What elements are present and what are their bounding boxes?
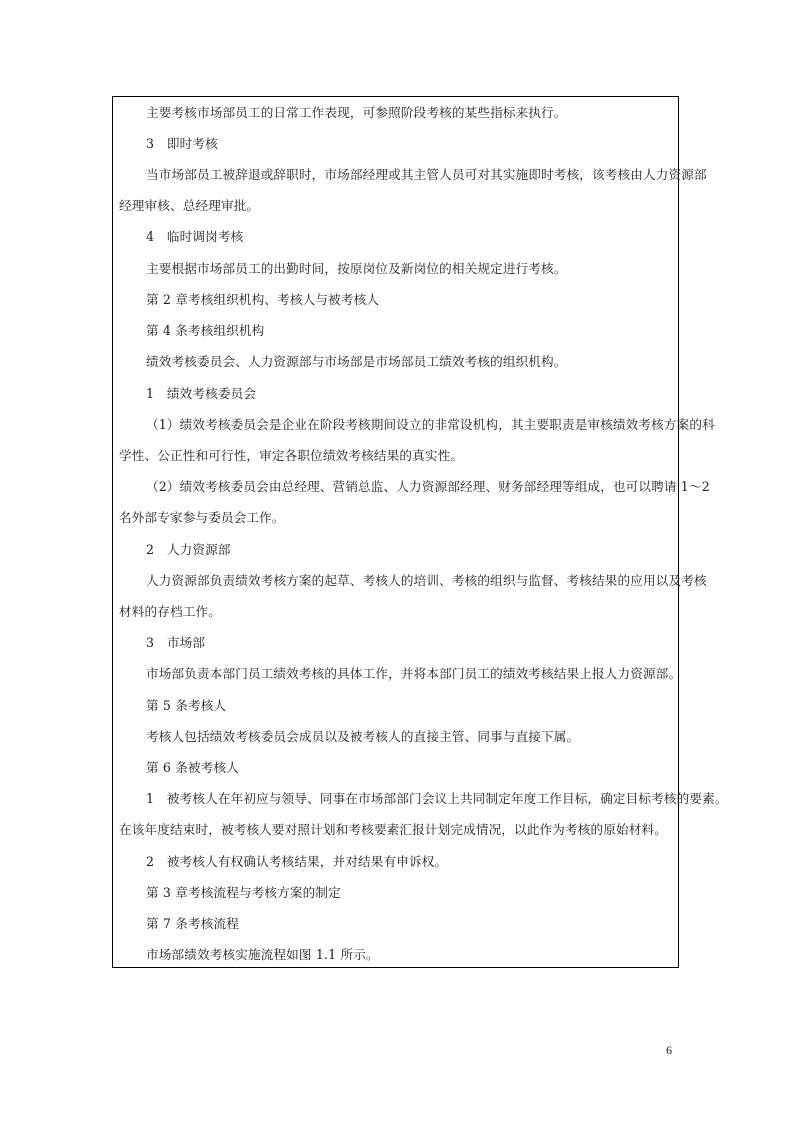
paragraph-line: 材料的存档工作。 [119,604,221,619]
paragraph-line: 考核人包括绩效考核委员会成员以及被考核人的直接主管、同事与直接下属。 [146,729,580,744]
article-heading: 第 7 条考核流程 [146,916,239,931]
paragraph-line: 1 被考核人在年初应与领导、同事在市场部部门会议上共同制定年度工作目标，确定目标考核的要素。 [146,791,728,806]
paragraph-line: 主要考核市场部员工的日常工作表现，可参照阶段考核的某些指标来执行。 [146,105,567,120]
paragraph-line: 经理审核、总经理审批。 [119,198,260,213]
chapter-heading: 第 2 章考核组织机构、考核人与被考核人 [146,292,380,307]
page-number: 6 [666,1043,672,1057]
paragraph-line: （2）绩效考核委员会由总经理、营销总监、人力资源部经理、财务部经理等组成，也可以聘请 1～2 [146,479,710,494]
section-heading: 3 市场部 [146,635,206,650]
paragraph-line: 学性、公正性和可行性，审定各职位绩效考核结果的真实性。 [119,448,464,463]
article-heading: 第 6 条被考核人 [146,760,239,775]
chapter-heading: 第 3 章考核流程与考核方案的制定 [146,885,341,900]
article-heading: 第 5 条考核人 [146,698,227,713]
paragraph-line: 市场部绩效考核实施流程如图 1.1 所示。 [146,947,379,962]
paragraph-line: 人力资源部负责绩效考核方案的起草、考核人的培训、考核的组织与监督、考核结果的应用以及考核 [146,573,707,588]
content-box [112,96,728,968]
section-heading: 1 绩效考核委员会 [146,386,257,401]
paragraph-line: 主要根据市场部员工的出勤时间，按原岗位及新岗位的相关规定进行考核。 [146,261,567,276]
paragraph-line: （1）绩效考核委员会是企业在阶段考核期间设立的非常设机构，其主要职责是审核绩效考核方案的科 [146,417,715,432]
paragraph-line: 名外部专家参与委员会工作。 [119,510,285,525]
paragraph-line: 市场部负责本部门员工绩效考核的具体工作，并将本部门员工的绩效考核结果上报人力资源部。 [146,666,682,681]
paragraph-line: 绩效考核委员会、人力资源部与市场部是市场部员工绩效考核的组织机构。 [146,354,567,369]
paragraph-line: 在该年度结束时，被考核人要对照计划和考核要素汇报计划完成情况，以此作为考核的原始材料。 [119,822,667,837]
paragraph-line: 2 被考核人有权确认考核结果，并对结果有申诉权。 [146,854,448,869]
section-heading: 2 人力资源部 [146,542,231,557]
paragraph-line: 当市场部员工被辞退或辞职时，市场部经理或其主管人员可对其实施即时考核，该考核由人力资源部 [146,167,707,182]
section-heading: 4 临时调岗考核 [146,229,244,244]
section-heading: 3 即时考核 [146,136,218,151]
article-heading: 第 4 条考核组织机构 [146,323,265,338]
